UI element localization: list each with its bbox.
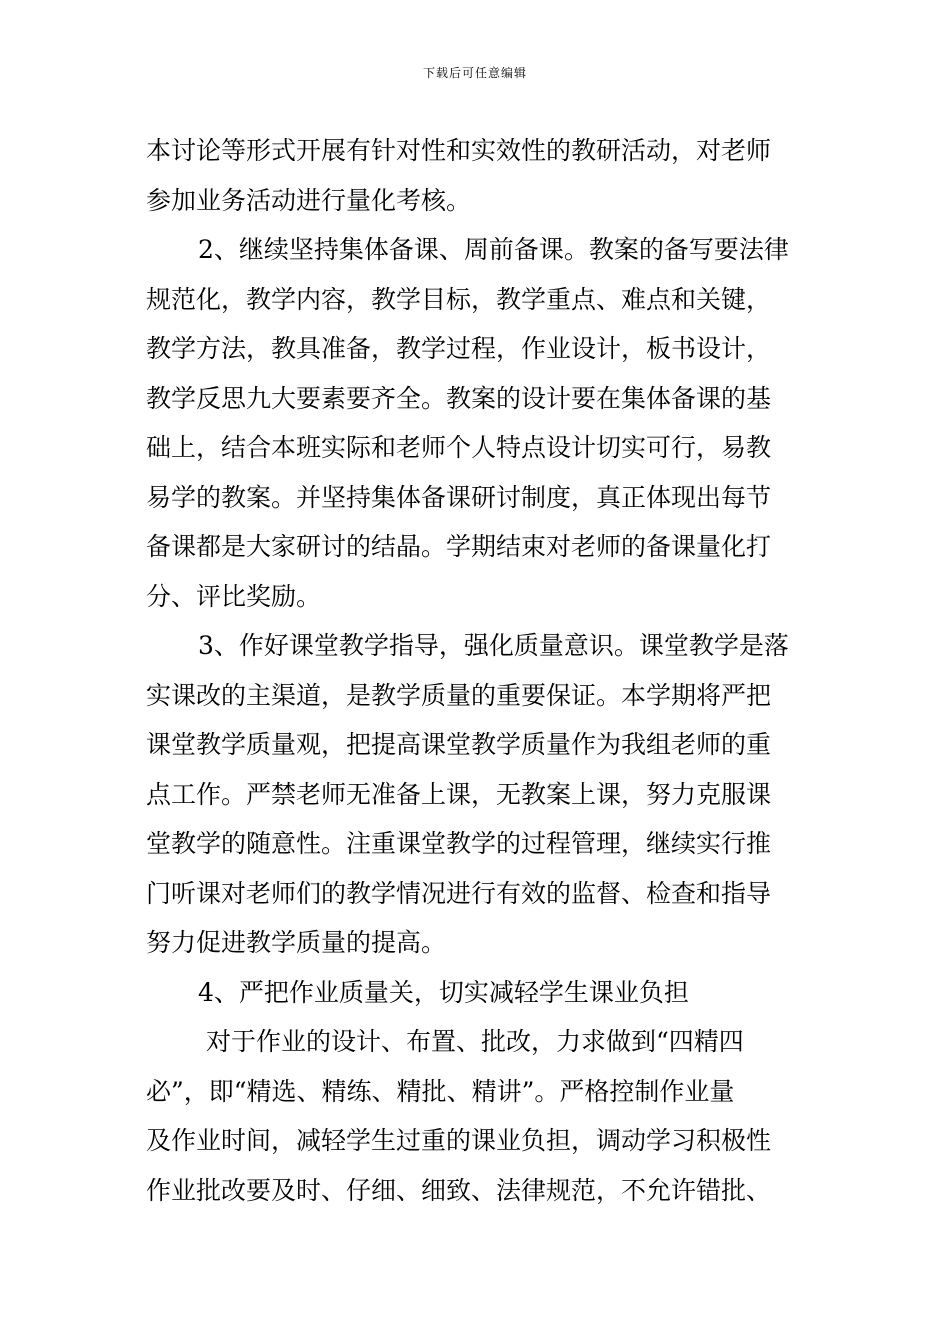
paragraph-start-3: 3、作好课堂教学指导，强化质量意识。课堂教学是落 [198, 631, 789, 660]
text-line: 参加业务活动进行量化考核。 [146, 185, 472, 215]
page-header-note: 下载后可任意编辑 [422, 66, 527, 80]
text-line: 作业批改要及时、仔细、细致、法律规范，不允许错批、 [146, 1175, 772, 1205]
paragraph-start-homework: 对于作业的设计、布置、批改，力求做到“四精四 [206, 1027, 744, 1056]
text-line: 门听课对老师们的教学情况进行有效的监督、检查和指导 [146, 878, 772, 908]
text-line: 教学方法，教具准备，教学过程，作业设计，板书设计， [146, 334, 772, 363]
text-line: 分、评比奖励。 [146, 581, 322, 611]
text-line: 实课改的主渠道，是教学质量的重要保证。本学期将严把 [146, 680, 772, 710]
text-line: 必”，即“精选、精练、精批、精讲”。严格控制作业量 [146, 1076, 735, 1106]
paragraph-start-2: 2、继续坚持集体备课、周前备课。教案的备写要法律 [198, 235, 789, 264]
text-line: 堂教学的随意性。注重课堂教学的过程管理，继续实行推 [146, 829, 772, 858]
text-line: 课堂教学质量观，把提高课堂教学质量作为我组老师的重 [146, 730, 772, 759]
text-line: 备课都是大家研讨的结晶。学期结束对老师的备课量化打 [146, 532, 772, 561]
text-line: 及作业时间，减轻学生过重的课业负担，调动学习积极性 [146, 1126, 772, 1155]
text-line: 本讨论等形式开展有针对性和实效性的教研活动，对老师 [146, 136, 772, 165]
text-line: 教学反思九大要素要齐全。教案的设计要在集体备课的基 [146, 383, 772, 413]
document-body [146, 126, 810, 1215]
text-line: 规范化，教学内容，教学目标，教学重点、难点和关键， [146, 284, 772, 314]
text-line: 点工作。严禁老师无准备上课，无教案上课，努力克服课 [146, 779, 772, 809]
paragraph-start-4: 4、严把作业质量关，切实减轻学生课业负担 [198, 977, 689, 1007]
text-line: 努力促进教学质量的提高。 [146, 928, 447, 957]
text-line: 础上，结合本班实际和老师个人特点设计切实可行，易教 [146, 433, 772, 462]
text-line: 易学的教案。并坚持集体备课研讨制度，真正体现出每节 [146, 482, 772, 512]
